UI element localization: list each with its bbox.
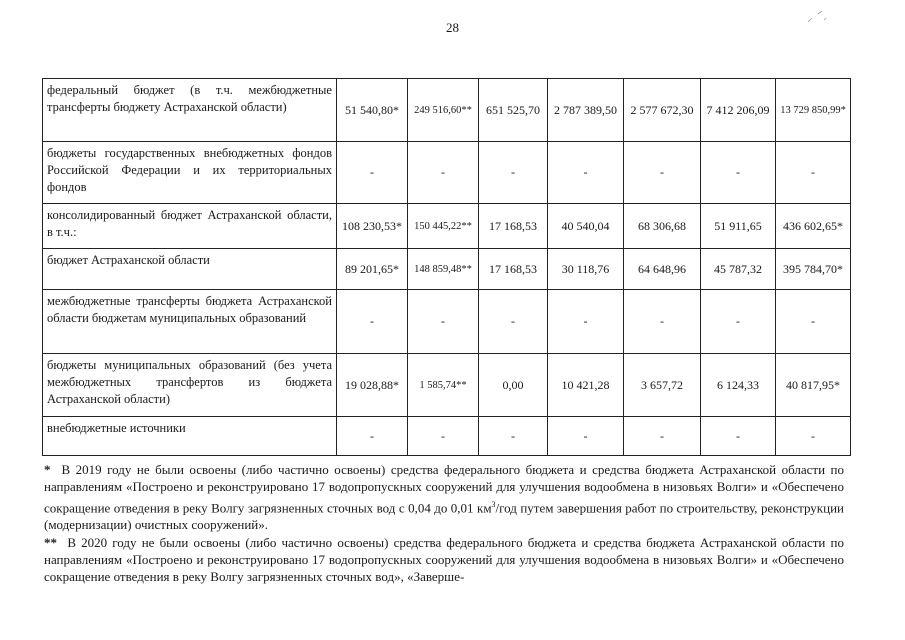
table-cell: 40 817,95* xyxy=(776,354,851,417)
table-cell: 51 911,65 xyxy=(701,204,776,249)
table-cell: - xyxy=(548,417,624,456)
table-cell: - xyxy=(624,142,701,204)
table-cell: - xyxy=(408,417,479,456)
table-cell: 17 168,53 xyxy=(479,204,548,249)
table-cell: 436 602,65* xyxy=(776,204,851,249)
table-cell: - xyxy=(624,290,701,354)
table-cell: 30 118,76 xyxy=(548,249,624,290)
table-cell: 150 445,22** xyxy=(408,204,479,249)
table-cell: - xyxy=(479,142,548,204)
table-row xyxy=(43,79,851,142)
table-cell: - xyxy=(548,290,624,354)
page-number: 28 xyxy=(446,20,459,35)
row-label: бюджет Астраханской области xyxy=(43,249,337,290)
table-cell: - xyxy=(776,417,851,456)
scan-mark-icon xyxy=(800,8,830,28)
table-row xyxy=(43,142,851,204)
table-row xyxy=(43,290,851,354)
table-cell: - xyxy=(701,142,776,204)
table-row xyxy=(43,417,851,456)
table-cell: - xyxy=(701,290,776,354)
table-row xyxy=(43,204,851,249)
footnote-superscript: 3 xyxy=(491,499,496,509)
table-cell: 2 787 389,50 xyxy=(548,79,624,142)
table-cell: 395 784,70* xyxy=(776,249,851,290)
footnote-marker: ** xyxy=(44,534,57,550)
table-cell: 0,00 xyxy=(479,354,548,417)
table-cell: - xyxy=(479,417,548,456)
table-cell: 108 230,53* xyxy=(337,204,408,249)
table-cell: 1 585,74** xyxy=(408,354,479,417)
table-cell: 3 657,72 xyxy=(624,354,701,417)
table-cell: - xyxy=(548,142,624,204)
footnote-2020 xyxy=(44,534,844,586)
table-cell: 40 540,04 xyxy=(548,204,624,249)
table-cell: 68 306,68 xyxy=(624,204,701,249)
row-label: внебюджетные источники xyxy=(43,417,337,456)
footnote-2019 xyxy=(44,461,844,534)
table-cell: 148 859,48** xyxy=(408,249,479,290)
table-cell: 249 516,60** xyxy=(408,79,479,142)
table-cell: 64 648,96 xyxy=(624,249,701,290)
table-cell: 13 729 850,99* xyxy=(776,79,851,142)
row-label: межбюджетные трансферты бюджета Астраханской области бюджетам муниципальных образований xyxy=(43,290,337,354)
table-cell: - xyxy=(337,290,408,354)
table-cell: - xyxy=(337,417,408,456)
row-label: консолидированный бюджет Астраханской области, в т.ч.: xyxy=(43,204,337,249)
footnote-text: В 2020 году не были освоены (либо частично освоены) средства федерального бюджета и средства бюджета Астраханской области по направлениям «Построено и реконструировано 17 водопропускных сооружений для улучшения водообмена в низовьях Волги» и «Обеспечено сокращение отведения в реку Волгу загрязненных сточных вод», «Заверше- xyxy=(44,534,845,585)
table-cell: 89 201,65* xyxy=(337,249,408,290)
table-cell: - xyxy=(337,142,408,204)
row-label: федеральный бюджет (в т.ч. межбюджетные трансферты бюджету Астраханской области) xyxy=(43,79,337,142)
table-cell: 651 525,70 xyxy=(479,79,548,142)
footnote-marker: * xyxy=(44,462,51,477)
table-cell: 19 028,88* xyxy=(337,354,408,417)
table-row xyxy=(43,249,851,290)
table-cell: - xyxy=(624,417,701,456)
table-cell: - xyxy=(479,290,548,354)
table-cell: 6 124,33 xyxy=(701,354,776,417)
table-cell: - xyxy=(701,417,776,456)
table-cell: 7 412 206,09 xyxy=(701,79,776,142)
row-label: бюджеты муниципальных образований (без учета межбюджетных трансфертов из бюджета Астраханской области) xyxy=(43,354,337,417)
table-cell: 51 540,80* xyxy=(337,79,408,142)
table-cell: 45 787,32 xyxy=(701,249,776,290)
footnote-text: /год путем завершения работ по строительству, реконструкции (модернизации) очистных сооружений». xyxy=(44,499,844,533)
table-cell: - xyxy=(408,142,479,204)
table-cell: - xyxy=(408,290,479,354)
table-row xyxy=(43,354,851,417)
row-label: бюджеты государственных внебюджетных фондов Российской Федерации и их территориальных фондов xyxy=(43,142,337,204)
table-cell: 10 421,28 xyxy=(548,354,624,417)
table-cell: - xyxy=(776,142,851,204)
table-cell: 17 168,53 xyxy=(479,249,548,290)
budget-table xyxy=(42,78,851,456)
table-cell: - xyxy=(776,290,851,354)
footnotes xyxy=(44,461,844,585)
table-cell: 2 577 672,30 xyxy=(624,79,701,142)
footnote-text: В 2019 году не были освоены (либо частично освоены) средства федерального бюджета и средства бюджета Астраханской области по направлениям «Построено и реконструировано 17 водопропускных сооружений для улучшения водообмена в низовьях Волги» и «Обеспечено сокращение отведения в реку Волгу загрязненных сточных вод с 0,04 до 0,01 км xyxy=(44,462,845,515)
